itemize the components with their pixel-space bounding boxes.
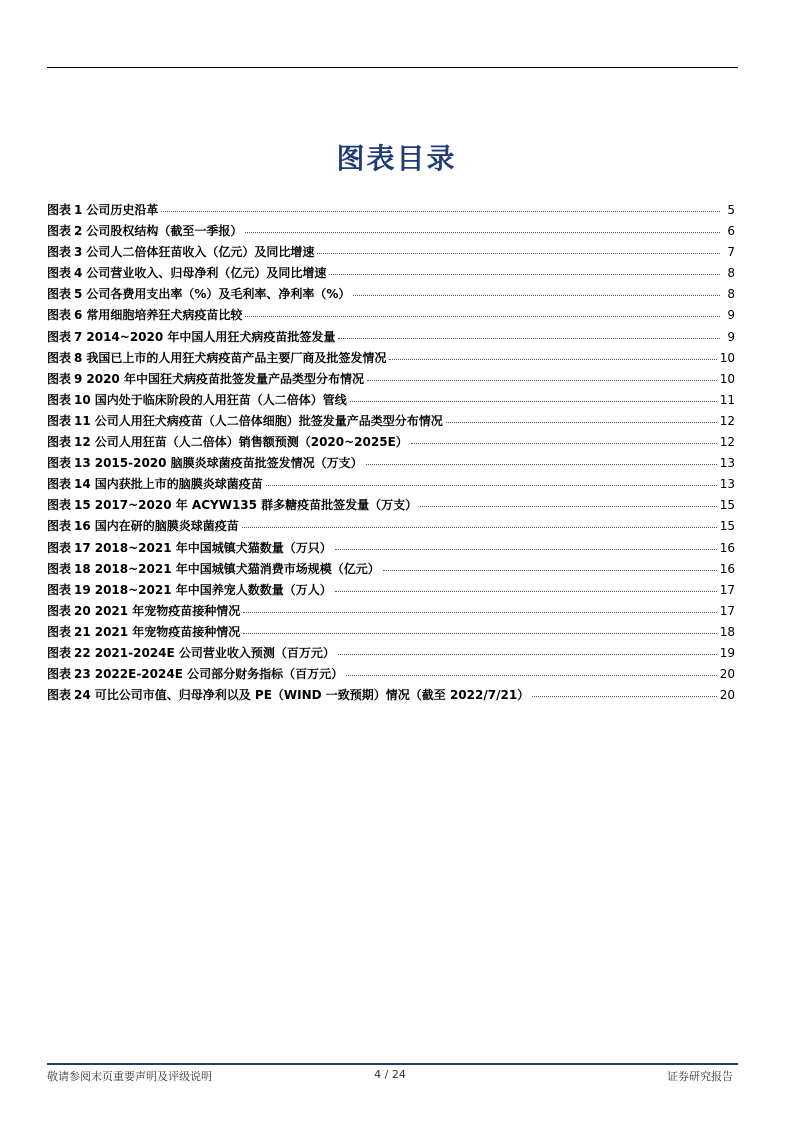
toc-entry-text: 2017~2020 年 ACYW135 群多糖疫苗批签发量（万支）	[94, 498, 418, 513]
toc-entry-title	[47, 243, 314, 260]
toc-entry-title	[47, 517, 239, 534]
toc-entry-label: 图表	[47, 519, 72, 534]
toc-entry-page: 17	[719, 582, 735, 597]
toc-entry-page: 16	[719, 561, 735, 576]
toc-entry-label: 图表	[47, 435, 72, 450]
toc-entry-title	[47, 644, 335, 661]
toc-entry[interactable]	[47, 560, 735, 581]
toc-entry-title	[47, 475, 263, 492]
toc-entry-number: 22	[74, 645, 91, 660]
toc-leader-dots	[366, 455, 717, 465]
toc-entry-label: 图表	[47, 224, 72, 239]
toc-entry-label: 图表	[47, 287, 72, 302]
toc-entry[interactable]	[47, 644, 735, 665]
toc-entry-page: 13	[719, 477, 735, 492]
toc-entry-number: 20	[74, 603, 91, 618]
toc-entry-number: 8	[74, 350, 83, 365]
toc-entry-title	[47, 264, 326, 281]
toc-entry-text: 国内处于临床阶段的人用狂苗（人二倍体）管线	[94, 392, 347, 407]
toc-entry[interactable]	[47, 201, 735, 222]
toc-entry[interactable]	[47, 391, 735, 412]
toc-entry-page: 10	[719, 350, 735, 365]
toc-entry-title	[47, 201, 158, 218]
toc-entry-text: 公司人用狂苗（人二倍体）销售额预测（2020~2025E）	[94, 435, 408, 450]
toc-entry-text: 2018~2021 年中国城镇犬猫消费市场规模（亿元）	[94, 561, 380, 576]
toc-entry-number: 18	[74, 561, 91, 576]
toc-entry-title	[47, 433, 408, 450]
toc-entry-label: 图表	[47, 350, 72, 365]
toc-entry-number: 9	[74, 371, 83, 386]
toc-leader-dots	[346, 666, 717, 676]
toc-entry[interactable]	[47, 454, 735, 475]
toc-entry-title	[47, 665, 343, 682]
toc-entry[interactable]	[47, 623, 735, 644]
toc-leader-dots	[532, 687, 717, 697]
toc-entry-number: 15	[74, 498, 91, 513]
toc-entry[interactable]	[47, 412, 735, 433]
toc-entry[interactable]	[47, 222, 735, 243]
toc-leader-dots	[335, 540, 717, 550]
toc-entry-number: 10	[74, 392, 91, 407]
toc-entry-label: 图表	[47, 413, 72, 428]
toc-entry-page: 11	[719, 392, 735, 407]
toc-entry-label: 图表	[47, 561, 72, 576]
toc-entry-page: 12	[719, 413, 735, 428]
toc-entry-title	[47, 602, 240, 619]
toc-entry[interactable]	[47, 370, 735, 391]
toc-entry[interactable]	[47, 264, 735, 285]
toc-entry-title	[47, 285, 350, 302]
toc-entry-number: 12	[74, 435, 91, 450]
toc-entry-title	[47, 370, 364, 387]
toc-entry-text: 2015-2020 脑膜炎球菌疫苗批签发情况（万支）	[94, 456, 363, 471]
toc-entry[interactable]	[47, 665, 735, 686]
toc-entry[interactable]	[47, 433, 735, 454]
toc-leader-dots	[350, 392, 717, 402]
toc-entry-number: 4	[74, 266, 83, 281]
toc-entry-label: 图表	[47, 266, 72, 281]
toc-entry-title	[47, 306, 242, 323]
header-rule	[47, 67, 738, 68]
toc-entry-page: 19	[719, 645, 735, 660]
toc-entry-page: 16	[719, 540, 735, 555]
toc-entry-text: 国内在研的脑膜炎球菌疫苗	[94, 519, 239, 534]
toc-entry-text: 2021 年宠物疫苗接种情况	[94, 624, 241, 639]
toc-entry-label: 图表	[47, 392, 72, 407]
toc-leader-dots	[245, 223, 720, 233]
toc-entry-page: 8	[727, 287, 735, 302]
toc-entry-label: 图表	[47, 498, 72, 513]
toc-entry-title	[47, 686, 529, 703]
toc-entry-page: 9	[727, 308, 735, 323]
toc-entry-page: 7	[727, 245, 735, 260]
toc-entry-title	[47, 581, 332, 598]
toc-entry-page: 18	[719, 624, 735, 639]
toc-entry[interactable]	[47, 306, 735, 327]
toc-entry-number: 14	[74, 477, 91, 492]
toc-entry-number: 21	[74, 624, 91, 639]
toc-entry-title	[47, 328, 335, 345]
toc-entry-title	[47, 496, 417, 513]
toc-entry-page: 15	[719, 519, 735, 534]
toc-leader-dots	[243, 624, 716, 634]
toc-entry[interactable]	[47, 243, 735, 264]
toc-entry-title	[47, 454, 363, 471]
toc-entry-label: 图表	[47, 540, 72, 555]
toc-leader-dots	[242, 518, 717, 528]
toc-entry-text: 2022E-2024E 公司部分财务指标（百万元）	[94, 667, 344, 682]
toc-entry[interactable]	[47, 496, 735, 517]
toc-entry[interactable]	[47, 686, 735, 707]
toc-entry-title	[47, 560, 380, 577]
toc-entry-text: 公司人用狂犬病疫苗（人二倍体细胞）批签发量产品类型分布情况	[94, 413, 443, 428]
toc-entry-title	[47, 412, 443, 429]
toc-entry-number: 5	[74, 287, 83, 302]
toc-entry[interactable]	[47, 517, 735, 538]
toc-entry-number: 11	[74, 413, 91, 428]
toc-entry-page: 6	[727, 224, 735, 239]
toc-entry-label: 图表	[47, 477, 72, 492]
toc-entry[interactable]	[47, 349, 735, 370]
toc-entry-label: 图表	[47, 645, 72, 660]
toc-entry[interactable]	[47, 285, 735, 306]
toc-entry-number: 16	[74, 519, 91, 534]
footer-rule	[47, 1063, 738, 1065]
toc-entry-text: 公司各费用支出率（%）及毛利率、净利率（%）	[86, 287, 351, 302]
toc-entry-page: 10	[719, 371, 735, 386]
toc-entry-text: 公司营业收入、归母净利（亿元）及同比增速	[86, 266, 327, 281]
toc-leader-dots	[338, 329, 720, 339]
toc-leader-dots	[353, 286, 720, 296]
toc-entry-label: 图表	[47, 308, 72, 323]
toc-leader-dots	[266, 476, 717, 486]
toc-entry-number: 6	[74, 308, 83, 323]
toc-entry-label: 图表	[47, 371, 72, 386]
toc-entry-number: 13	[74, 456, 91, 471]
toc-entry-text: 2020 年中国狂犬病疫苗批签发量产品类型分布情况	[86, 371, 364, 386]
toc-entry[interactable]	[47, 602, 735, 623]
toc-leader-dots	[245, 307, 720, 317]
toc-entry-title	[47, 539, 332, 556]
toc-entry-text: 2021-2024E 公司营业收入预测（百万元）	[94, 645, 335, 660]
toc-entry-text: 常用细胞培养狂犬病疫苗比较	[86, 308, 243, 323]
toc-entry[interactable]	[47, 328, 735, 349]
toc-entry-number: 7	[74, 329, 83, 344]
toc-entry-number: 23	[74, 667, 91, 682]
toc-leader-dots	[383, 561, 717, 571]
toc-leader-dots	[243, 603, 716, 613]
toc-entry-label: 图表	[47, 582, 72, 597]
toc-entry-page: 15	[719, 498, 735, 513]
toc-leader-dots	[411, 434, 717, 444]
toc-leader-dots	[446, 413, 717, 423]
toc-entry-page: 12	[719, 435, 735, 450]
toc-leader-dots	[389, 350, 716, 360]
toc-leader-dots	[367, 371, 717, 381]
page-title: 图表目录	[336, 142, 457, 175]
toc-entry-title	[47, 623, 240, 640]
toc-entry-number: 17	[74, 540, 91, 555]
toc-entry-text: 我国已上市的人用狂犬病疫苗产品主要厂商及批签发情况	[86, 350, 387, 365]
toc-entry[interactable]	[47, 475, 735, 496]
footer-disclaimer: 敬请参阅末页重要声明及评级说明	[47, 1070, 212, 1083]
toc-entry[interactable]	[47, 581, 735, 602]
toc-entry-label: 图表	[47, 203, 72, 217]
toc-entry-number: 1	[74, 203, 83, 217]
toc-entry-number: 2	[74, 224, 83, 239]
toc-entry-text: 公司历史沿革	[86, 203, 159, 217]
toc-entry-label: 图表	[47, 456, 72, 471]
toc-leader-dots	[420, 497, 717, 507]
toc-entry-label: 图表	[47, 329, 72, 344]
toc-entry-label: 图表	[47, 245, 72, 260]
toc-entry-title	[47, 222, 242, 239]
toc-entry-text: 2014~2020 年中国人用狂犬病疫苗批签发量	[86, 329, 336, 344]
toc-leader-dots	[329, 265, 720, 275]
toc-entry-label: 图表	[47, 624, 72, 639]
toc-leader-dots	[338, 645, 717, 655]
toc-entry-page: 5	[727, 203, 735, 217]
footer-page-indicator: 4 / 24	[374, 1068, 406, 1081]
toc-entry-text: 2021 年宠物疫苗接种情况	[94, 603, 241, 618]
table-of-figures	[47, 201, 735, 707]
toc-entry-number: 3	[74, 245, 83, 260]
toc-entry-text: 公司人二倍体狂苗收入（亿元）及同比增速	[86, 245, 315, 260]
toc-entry-text: 可比公司市值、归母净利以及 PE（WIND 一致预期）情况（截至 2022/7/21）	[94, 688, 530, 703]
toc-entry-page: 13	[719, 456, 735, 471]
toc-leader-dots	[317, 244, 720, 254]
toc-entry-page: 9	[727, 329, 735, 344]
toc-entry-title	[47, 349, 386, 366]
toc-leader-dots	[335, 582, 717, 592]
toc-entry-number: 24	[74, 688, 91, 703]
footer-report-type: 证券研究报告	[667, 1070, 733, 1083]
toc-entry-title	[47, 391, 347, 408]
toc-entry-page: 20	[719, 688, 735, 703]
toc-entry-text: 2018~2021 年中国养宠人数数量（万人）	[94, 582, 332, 597]
toc-entry[interactable]	[47, 539, 735, 560]
toc-entry-text: 公司股权结构（截至一季报）	[86, 224, 243, 239]
toc-leader-dots	[161, 202, 720, 212]
toc-entry-label: 图表	[47, 688, 72, 703]
toc-entry-page: 8	[727, 266, 735, 281]
toc-entry-page: 20	[719, 667, 735, 682]
toc-entry-text: 国内获批上市的脑膜炎球菌疫苗	[94, 477, 263, 492]
toc-entry-label: 图表	[47, 603, 72, 618]
toc-entry-label: 图表	[47, 667, 72, 682]
toc-entry-number: 19	[74, 582, 91, 597]
toc-entry-page: 17	[719, 603, 735, 618]
toc-entry-text: 2018~2021 年中国城镇犬猫数量（万只）	[94, 540, 332, 555]
